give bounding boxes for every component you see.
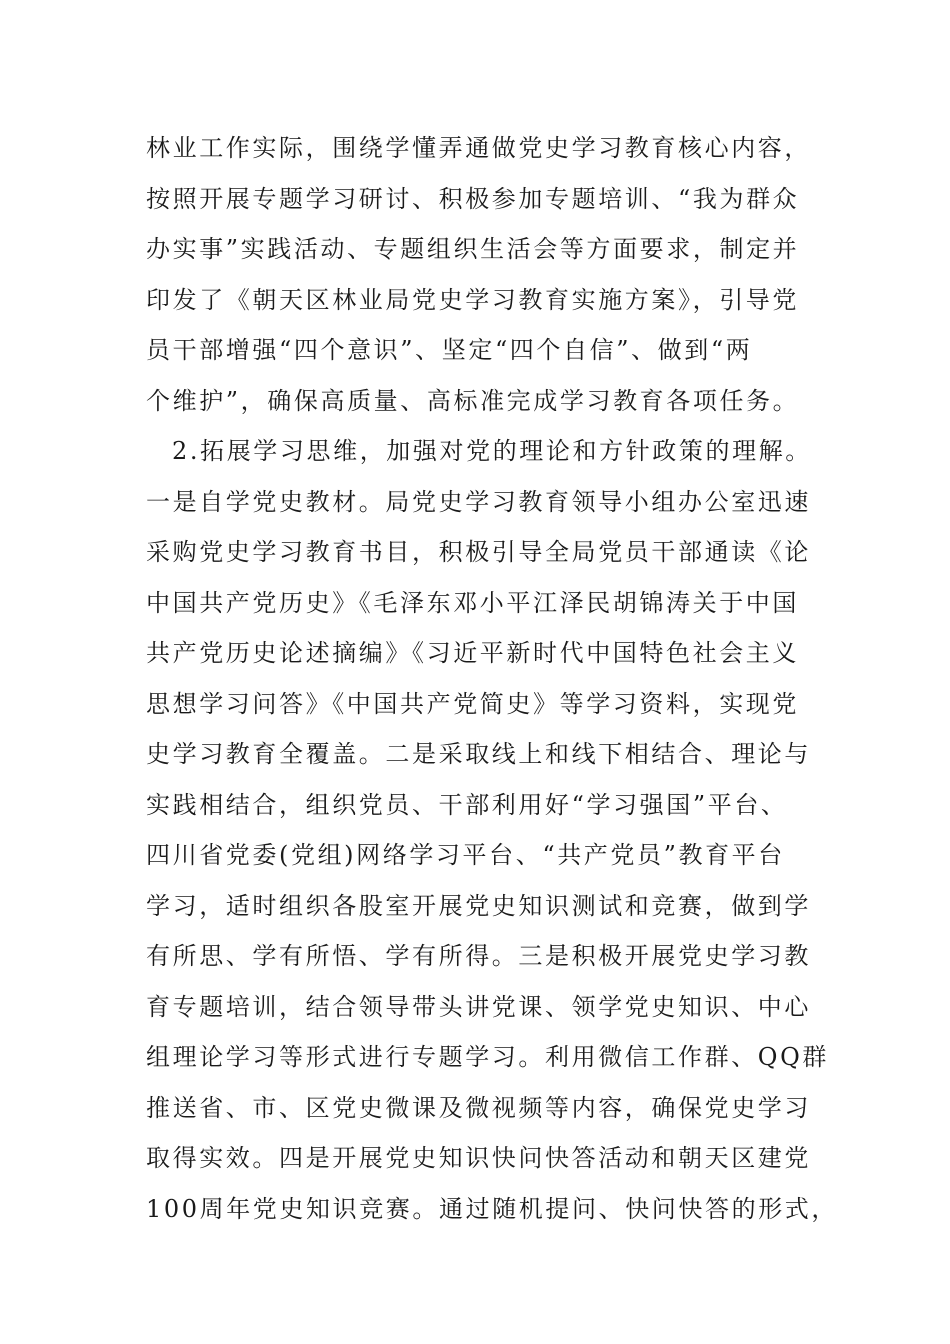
text-line: 推送省、市、区党史微课及微视频等内容，确保党史学习 [146, 1093, 811, 1122]
text-line: 有所思、学有所悟、学有所得。三是积极开展党史学习教 [146, 942, 811, 970]
text-line: 100周年党史知识竞赛。通过随机提问、快问快答的形式， [146, 1194, 839, 1223]
body-text [146, 123, 839, 1234]
text-line: 采购党史学习教育书目，积极引导全局党员干部通读《论 [146, 538, 811, 566]
text-line: 办实事”实践活动、专题组织生活会等方面要求，制定并 [146, 235, 800, 263]
text-line: 员干部增强“四个意识”、坚定“四个自信”、做到“两 [146, 336, 753, 364]
text-line: 思想学习问答》《中国共产党简史》等学习资料，实现党 [146, 689, 799, 718]
text-line: 学习，适时组织各股室开展党史知识测试和竞赛，做到学 [146, 891, 811, 920]
text-line: 印发了《朝天区林业局党史学习教育实施方案》，引导党 [146, 285, 799, 314]
text-line: 四川省党委(党组)网络学习平台、“共产党员”教育平台 [146, 841, 785, 869]
text-line: 林业工作实际，围绕学懂弄通做党史学习教育核心内容， [146, 134, 811, 162]
text-line: 取得实效。四是开展党史知识快问快答活动和朝天区建党 [146, 1144, 811, 1172]
section-heading: 2.拓展学习思维，加强对党的理论和方针政策的理解。 [172, 437, 812, 465]
text-line: 实践相结合，组织党员、干部利用好“学习强国”平台、 [146, 790, 788, 819]
text-line: 个维护”，确保高质量、高标准完成学习教育各项任务。 [146, 386, 800, 415]
text-line: 组理论学习等形式进行专题学习。利用微信工作群、QQ群 [146, 1043, 829, 1071]
text-line: 中国共产党历史》《毛泽东邓小平江泽民胡锦涛关于中国 [146, 588, 799, 617]
text-line: 按照开展专题学习研讨、积极参加专题培训、“我为群众 [146, 184, 800, 213]
text-line: 共产党历史论述摘编》《习近平新时代中国特色社会主义 [146, 639, 799, 667]
text-line: 一是自学党史教材。局党史学习教育领导小组办公室迅速 [146, 487, 811, 516]
text-line: 育专题培训，结合领导带头讲党课、领学党史知识、中心 [146, 992, 811, 1021]
text-line: 史学习教育全覆盖。二是采取线上和线下相结合、理论与 [146, 740, 811, 768]
